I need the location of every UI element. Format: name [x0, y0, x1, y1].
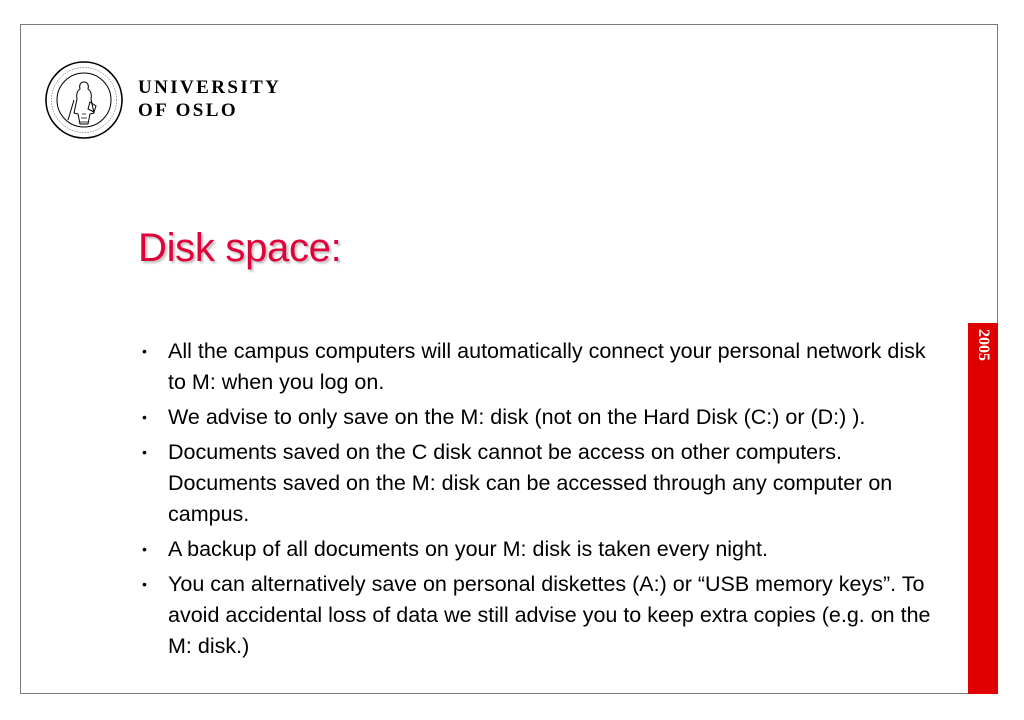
bullet-text: Documents saved on the C disk cannot be access on other computers. Documents saved on the M: disk can be accessed through any computer on campus. [168, 440, 893, 526]
bullet-icon: • [142, 409, 147, 425]
bullet-text: A backup of all documents on your M: disk is taken every night. [168, 537, 768, 561]
list-item [134, 569, 934, 662]
bullet-icon: • [142, 576, 147, 592]
slide-title: Disk space: [138, 226, 342, 270]
bullet-icon: • [142, 343, 147, 359]
bullet-text: We advise to only save on the M: disk (not on the Hard Disk (C:) or (D:) ). [168, 405, 866, 429]
university-name [138, 76, 281, 122]
side-accent-bar [968, 323, 998, 694]
list-item [134, 402, 934, 433]
bullet-icon: • [142, 444, 147, 460]
list-item [134, 534, 934, 565]
year-label: 2005 [975, 329, 992, 361]
university-name-line1: UNIVERSITY [138, 77, 282, 98]
list-item [134, 437, 934, 530]
university-name-line2: OF OSLO [138, 100, 239, 121]
bullet-icon: • [142, 541, 147, 557]
bullet-text: All the campus computers will automatically connect your personal network disk to M: when you log on. [168, 339, 926, 394]
university-seal-icon [44, 60, 124, 140]
bullet-list [134, 336, 934, 666]
list-item [134, 336, 934, 398]
bullet-text: You can alternatively save on personal diskettes (A:) or “USB memory keys”. To avoid accidental loss of data we still advise you to keep extra copies (e.g. on the M: disk.) [168, 572, 931, 658]
